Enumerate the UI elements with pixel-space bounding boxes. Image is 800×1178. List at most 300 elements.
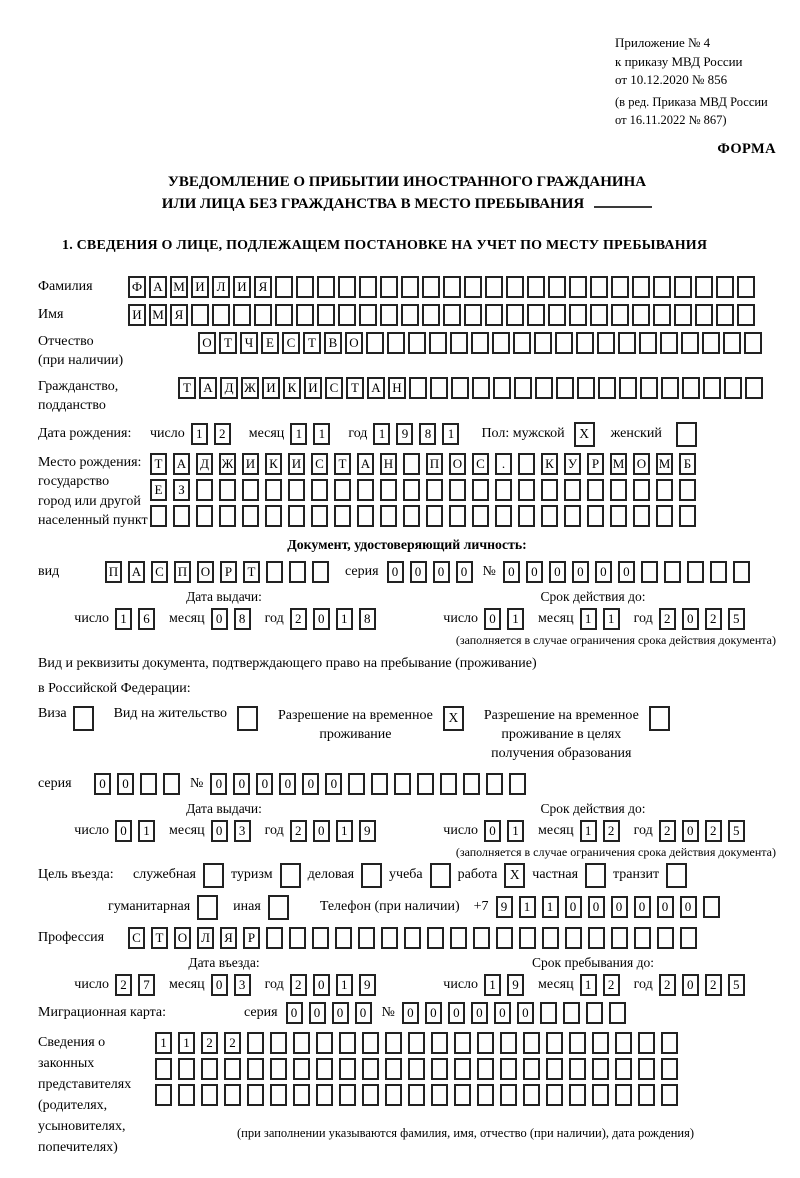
char-box[interactable]: 0 bbox=[402, 1002, 419, 1024]
char-box[interactable] bbox=[401, 276, 419, 298]
char-box[interactable]: 1 bbox=[603, 608, 620, 630]
char-box[interactable] bbox=[660, 332, 678, 354]
char-box[interactable] bbox=[641, 561, 658, 583]
char-box[interactable]: А bbox=[149, 276, 167, 298]
char-box[interactable] bbox=[477, 1032, 494, 1054]
char-box[interactable]: 0 bbox=[313, 974, 330, 996]
char-box[interactable]: С bbox=[325, 377, 343, 399]
char-box[interactable] bbox=[564, 505, 581, 527]
char-box[interactable] bbox=[163, 773, 180, 795]
char-box[interactable]: 1 bbox=[290, 423, 307, 445]
char-box[interactable] bbox=[385, 1032, 402, 1054]
char-box[interactable] bbox=[661, 1058, 678, 1080]
char-box[interactable] bbox=[679, 505, 696, 527]
char-box[interactable]: С bbox=[282, 332, 300, 354]
char-box[interactable] bbox=[358, 927, 375, 949]
char-box[interactable] bbox=[338, 276, 356, 298]
char-box[interactable] bbox=[588, 927, 605, 949]
char-box[interactable] bbox=[464, 304, 482, 326]
char-box[interactable] bbox=[695, 304, 713, 326]
char-box[interactable]: 0 bbox=[448, 1002, 465, 1024]
char-box[interactable] bbox=[695, 276, 713, 298]
char-box[interactable]: А bbox=[357, 453, 374, 475]
char-box[interactable] bbox=[463, 773, 480, 795]
char-box[interactable] bbox=[745, 377, 763, 399]
char-box[interactable]: Р bbox=[220, 561, 237, 583]
char-box[interactable] bbox=[224, 1058, 241, 1080]
char-box[interactable] bbox=[155, 1084, 172, 1106]
char-box[interactable]: З bbox=[173, 479, 190, 501]
char-box[interactable] bbox=[334, 479, 351, 501]
char-box[interactable] bbox=[265, 479, 282, 501]
char-box[interactable] bbox=[587, 479, 604, 501]
char-box[interactable] bbox=[381, 927, 398, 949]
char-box[interactable]: 0 bbox=[433, 561, 450, 583]
char-box[interactable]: А bbox=[199, 377, 217, 399]
char-box[interactable]: Д bbox=[220, 377, 238, 399]
char-box[interactable]: 0 bbox=[657, 896, 674, 918]
char-box[interactable]: 3 bbox=[234, 820, 251, 842]
char-box[interactable]: В bbox=[324, 332, 342, 354]
char-box[interactable] bbox=[450, 927, 467, 949]
char-box[interactable] bbox=[513, 332, 531, 354]
char-box[interactable] bbox=[427, 927, 444, 949]
char-box[interactable] bbox=[723, 332, 741, 354]
char-box[interactable] bbox=[495, 505, 512, 527]
char-box[interactable] bbox=[493, 377, 511, 399]
char-box[interactable] bbox=[380, 505, 397, 527]
char-box[interactable]: С bbox=[311, 453, 328, 475]
char-box[interactable]: Т bbox=[346, 377, 364, 399]
char-box[interactable]: 0 bbox=[634, 896, 651, 918]
char-box[interactable]: Т bbox=[178, 377, 196, 399]
char-box[interactable]: Я bbox=[170, 304, 188, 326]
char-box[interactable] bbox=[196, 479, 213, 501]
char-box[interactable] bbox=[201, 1058, 218, 1080]
purpose-official-checkbox[interactable] bbox=[203, 863, 224, 888]
char-box[interactable]: 0 bbox=[595, 561, 612, 583]
char-box[interactable] bbox=[496, 927, 513, 949]
char-box[interactable]: О bbox=[174, 927, 191, 949]
char-box[interactable] bbox=[495, 479, 512, 501]
char-box[interactable]: 0 bbox=[211, 974, 228, 996]
char-box[interactable]: 0 bbox=[211, 820, 228, 842]
char-box[interactable] bbox=[639, 332, 657, 354]
char-box[interactable]: М bbox=[149, 304, 167, 326]
char-box[interactable] bbox=[576, 332, 594, 354]
char-box[interactable] bbox=[619, 377, 637, 399]
char-box[interactable]: 0 bbox=[309, 1002, 326, 1024]
char-box[interactable] bbox=[506, 276, 524, 298]
char-box[interactable] bbox=[242, 479, 259, 501]
char-box[interactable] bbox=[518, 479, 535, 501]
char-box[interactable] bbox=[527, 304, 545, 326]
char-box[interactable]: 1 bbox=[336, 608, 353, 630]
visa-checkbox[interactable] bbox=[73, 706, 94, 731]
char-box[interactable] bbox=[615, 1084, 632, 1106]
char-box[interactable] bbox=[556, 377, 574, 399]
char-box[interactable]: 0 bbox=[588, 896, 605, 918]
char-box[interactable] bbox=[338, 304, 356, 326]
char-box[interactable]: М bbox=[170, 276, 188, 298]
char-box[interactable] bbox=[339, 1058, 356, 1080]
char-box[interactable] bbox=[454, 1058, 471, 1080]
char-box[interactable] bbox=[289, 927, 306, 949]
char-box[interactable] bbox=[615, 1032, 632, 1054]
char-box[interactable] bbox=[548, 276, 566, 298]
char-box[interactable]: Ф bbox=[128, 276, 146, 298]
char-box[interactable] bbox=[586, 1002, 603, 1024]
char-box[interactable] bbox=[569, 1058, 586, 1080]
char-box[interactable] bbox=[316, 1032, 333, 1054]
char-box[interactable] bbox=[638, 1032, 655, 1054]
char-box[interactable] bbox=[687, 561, 704, 583]
char-box[interactable]: 0 bbox=[618, 561, 635, 583]
male-checkbox[interactable]: X bbox=[574, 422, 595, 447]
char-box[interactable]: И bbox=[304, 377, 322, 399]
char-box[interactable]: 0 bbox=[456, 561, 473, 583]
char-box[interactable] bbox=[403, 505, 420, 527]
char-box[interactable] bbox=[640, 377, 658, 399]
char-box[interactable] bbox=[546, 1058, 563, 1080]
char-box[interactable] bbox=[408, 1058, 425, 1080]
char-box[interactable] bbox=[254, 304, 272, 326]
char-box[interactable]: 0 bbox=[233, 773, 250, 795]
char-box[interactable] bbox=[710, 561, 727, 583]
char-box[interactable] bbox=[506, 304, 524, 326]
char-box[interactable] bbox=[477, 1058, 494, 1080]
char-box[interactable]: 9 bbox=[359, 820, 376, 842]
char-box[interactable]: 2 bbox=[705, 974, 722, 996]
char-box[interactable]: 2 bbox=[705, 608, 722, 630]
char-box[interactable]: 1 bbox=[484, 974, 501, 996]
char-box[interactable]: И bbox=[233, 276, 251, 298]
char-box[interactable] bbox=[247, 1058, 264, 1080]
char-box[interactable] bbox=[633, 479, 650, 501]
char-box[interactable] bbox=[293, 1032, 310, 1054]
char-box[interactable] bbox=[403, 453, 420, 475]
char-box[interactable] bbox=[224, 1084, 241, 1106]
char-box[interactable]: 2 bbox=[290, 608, 307, 630]
char-box[interactable]: 8 bbox=[359, 608, 376, 630]
char-box[interactable]: О bbox=[449, 453, 466, 475]
char-box[interactable] bbox=[429, 332, 447, 354]
char-box[interactable]: 0 bbox=[313, 608, 330, 630]
char-box[interactable] bbox=[270, 1058, 287, 1080]
purpose-private-checkbox[interactable] bbox=[585, 863, 606, 888]
char-box[interactable]: 5 bbox=[728, 974, 745, 996]
char-box[interactable] bbox=[611, 927, 628, 949]
char-box[interactable]: 8 bbox=[419, 423, 436, 445]
char-box[interactable] bbox=[311, 505, 328, 527]
char-box[interactable] bbox=[288, 505, 305, 527]
char-box[interactable]: А bbox=[367, 377, 385, 399]
char-box[interactable]: Д bbox=[196, 453, 213, 475]
char-box[interactable] bbox=[577, 377, 595, 399]
char-box[interactable]: 1 bbox=[580, 974, 597, 996]
char-box[interactable]: 0 bbox=[682, 974, 699, 996]
char-box[interactable]: 0 bbox=[682, 608, 699, 630]
char-box[interactable] bbox=[409, 377, 427, 399]
char-box[interactable]: Т bbox=[243, 561, 260, 583]
char-box[interactable] bbox=[212, 304, 230, 326]
char-box[interactable] bbox=[541, 479, 558, 501]
char-box[interactable]: Т bbox=[303, 332, 321, 354]
char-box[interactable] bbox=[477, 1084, 494, 1106]
char-box[interactable]: 9 bbox=[359, 974, 376, 996]
char-box[interactable] bbox=[451, 377, 469, 399]
char-box[interactable]: 0 bbox=[286, 1002, 303, 1024]
char-box[interactable] bbox=[173, 505, 190, 527]
char-box[interactable] bbox=[563, 1002, 580, 1024]
char-box[interactable]: П bbox=[174, 561, 191, 583]
char-box[interactable]: 0 bbox=[387, 561, 404, 583]
char-box[interactable]: С bbox=[472, 453, 489, 475]
char-box[interactable] bbox=[500, 1084, 517, 1106]
char-box[interactable] bbox=[296, 276, 314, 298]
char-box[interactable]: Е bbox=[150, 479, 167, 501]
char-box[interactable] bbox=[471, 332, 489, 354]
char-box[interactable]: 1 bbox=[373, 423, 390, 445]
char-box[interactable] bbox=[592, 1084, 609, 1106]
char-box[interactable] bbox=[362, 1084, 379, 1106]
char-box[interactable] bbox=[518, 453, 535, 475]
char-box[interactable]: И bbox=[288, 453, 305, 475]
char-box[interactable]: 2 bbox=[603, 974, 620, 996]
char-box[interactable] bbox=[656, 505, 673, 527]
purpose-humanitarian-checkbox[interactable] bbox=[197, 895, 218, 920]
char-box[interactable]: П bbox=[426, 453, 443, 475]
char-box[interactable] bbox=[633, 505, 650, 527]
char-box[interactable] bbox=[737, 304, 755, 326]
char-box[interactable]: 0 bbox=[494, 1002, 511, 1024]
char-box[interactable] bbox=[546, 1032, 563, 1054]
char-box[interactable] bbox=[485, 276, 503, 298]
char-box[interactable]: Ж bbox=[219, 453, 236, 475]
char-box[interactable] bbox=[555, 332, 573, 354]
char-box[interactable] bbox=[618, 332, 636, 354]
char-box[interactable]: 0 bbox=[549, 561, 566, 583]
char-box[interactable] bbox=[155, 1058, 172, 1080]
char-box[interactable] bbox=[485, 304, 503, 326]
char-box[interactable] bbox=[523, 1058, 540, 1080]
char-box[interactable] bbox=[357, 479, 374, 501]
char-box[interactable] bbox=[592, 1032, 609, 1054]
char-box[interactable]: 1 bbox=[580, 608, 597, 630]
char-box[interactable] bbox=[610, 479, 627, 501]
char-box[interactable] bbox=[339, 1032, 356, 1054]
char-box[interactable] bbox=[653, 304, 671, 326]
char-box[interactable]: 5 bbox=[728, 608, 745, 630]
char-box[interactable] bbox=[387, 332, 405, 354]
char-box[interactable] bbox=[403, 479, 420, 501]
char-box[interactable] bbox=[178, 1058, 195, 1080]
char-box[interactable]: 0 bbox=[517, 1002, 534, 1024]
char-box[interactable] bbox=[191, 304, 209, 326]
char-box[interactable] bbox=[569, 1084, 586, 1106]
char-box[interactable]: 1 bbox=[336, 974, 353, 996]
char-box[interactable] bbox=[385, 1084, 402, 1106]
char-box[interactable] bbox=[362, 1032, 379, 1054]
char-box[interactable]: 6 bbox=[138, 608, 155, 630]
char-box[interactable]: 1 bbox=[138, 820, 155, 842]
char-box[interactable] bbox=[565, 927, 582, 949]
temp-education-checkbox[interactable] bbox=[649, 706, 670, 731]
char-box[interactable]: И bbox=[191, 276, 209, 298]
char-box[interactable] bbox=[366, 332, 384, 354]
char-box[interactable]: С bbox=[151, 561, 168, 583]
char-box[interactable] bbox=[293, 1084, 310, 1106]
char-box[interactable] bbox=[661, 1084, 678, 1106]
char-box[interactable] bbox=[219, 505, 236, 527]
char-box[interactable]: Т bbox=[219, 332, 237, 354]
char-box[interactable]: 0 bbox=[94, 773, 111, 795]
char-box[interactable] bbox=[339, 1084, 356, 1106]
char-box[interactable] bbox=[317, 276, 335, 298]
char-box[interactable] bbox=[422, 276, 440, 298]
char-box[interactable]: 0 bbox=[325, 773, 342, 795]
char-box[interactable]: К bbox=[283, 377, 301, 399]
char-box[interactable]: Т bbox=[334, 453, 351, 475]
char-box[interactable]: М bbox=[656, 453, 673, 475]
char-box[interactable]: Н bbox=[388, 377, 406, 399]
char-box[interactable] bbox=[362, 1058, 379, 1080]
char-box[interactable]: Т bbox=[151, 927, 168, 949]
char-box[interactable] bbox=[679, 479, 696, 501]
char-box[interactable]: О bbox=[345, 332, 363, 354]
char-box[interactable]: 0 bbox=[210, 773, 227, 795]
char-box[interactable] bbox=[703, 377, 721, 399]
char-box[interactable] bbox=[597, 332, 615, 354]
char-box[interactable]: Р bbox=[587, 453, 604, 475]
char-box[interactable]: 0 bbox=[410, 561, 427, 583]
char-box[interactable] bbox=[473, 927, 490, 949]
char-box[interactable]: С bbox=[128, 927, 145, 949]
char-box[interactable] bbox=[417, 773, 434, 795]
char-box[interactable]: Я bbox=[254, 276, 272, 298]
char-box[interactable] bbox=[394, 773, 411, 795]
char-box[interactable] bbox=[472, 377, 490, 399]
char-box[interactable]: 2 bbox=[290, 820, 307, 842]
char-box[interactable]: 1 bbox=[155, 1032, 172, 1054]
char-box[interactable]: 1 bbox=[580, 820, 597, 842]
char-box[interactable]: П bbox=[105, 561, 122, 583]
char-box[interactable] bbox=[296, 304, 314, 326]
char-box[interactable] bbox=[265, 505, 282, 527]
char-box[interactable] bbox=[431, 1032, 448, 1054]
char-box[interactable]: У bbox=[564, 453, 581, 475]
char-box[interactable] bbox=[401, 304, 419, 326]
char-box[interactable]: 2 bbox=[115, 974, 132, 996]
char-box[interactable] bbox=[702, 332, 720, 354]
char-box[interactable]: Ж bbox=[241, 377, 259, 399]
char-box[interactable] bbox=[472, 505, 489, 527]
char-box[interactable] bbox=[534, 332, 552, 354]
char-box[interactable] bbox=[408, 332, 426, 354]
char-box[interactable] bbox=[632, 276, 650, 298]
char-box[interactable]: 0 bbox=[565, 896, 582, 918]
char-box[interactable] bbox=[431, 1084, 448, 1106]
char-box[interactable] bbox=[744, 332, 762, 354]
char-box[interactable] bbox=[426, 505, 443, 527]
char-box[interactable] bbox=[380, 479, 397, 501]
char-box[interactable] bbox=[523, 1084, 540, 1106]
char-box[interactable] bbox=[247, 1084, 264, 1106]
char-box[interactable] bbox=[486, 773, 503, 795]
char-box[interactable] bbox=[541, 505, 558, 527]
char-box[interactable] bbox=[611, 276, 629, 298]
char-box[interactable]: И bbox=[242, 453, 259, 475]
char-box[interactable] bbox=[266, 927, 283, 949]
char-box[interactable]: 0 bbox=[471, 1002, 488, 1024]
char-box[interactable] bbox=[443, 276, 461, 298]
char-box[interactable] bbox=[219, 479, 236, 501]
char-box[interactable] bbox=[514, 377, 532, 399]
char-box[interactable] bbox=[311, 479, 328, 501]
char-box[interactable] bbox=[289, 561, 306, 583]
char-box[interactable] bbox=[359, 276, 377, 298]
char-box[interactable] bbox=[404, 927, 421, 949]
char-box[interactable]: 0 bbox=[279, 773, 296, 795]
char-box[interactable] bbox=[657, 927, 674, 949]
char-box[interactable]: 2 bbox=[705, 820, 722, 842]
char-box[interactable] bbox=[500, 1058, 517, 1080]
char-box[interactable]: 0 bbox=[332, 1002, 349, 1024]
char-box[interactable] bbox=[449, 479, 466, 501]
char-box[interactable]: 0 bbox=[484, 608, 501, 630]
char-box[interactable] bbox=[661, 377, 679, 399]
char-box[interactable]: И bbox=[262, 377, 280, 399]
char-box[interactable] bbox=[233, 304, 251, 326]
char-box[interactable] bbox=[312, 561, 329, 583]
char-box[interactable]: 1 bbox=[507, 608, 524, 630]
char-box[interactable] bbox=[270, 1032, 287, 1054]
char-box[interactable] bbox=[359, 304, 377, 326]
char-box[interactable]: 2 bbox=[290, 974, 307, 996]
char-box[interactable] bbox=[634, 927, 651, 949]
char-box[interactable]: Н bbox=[380, 453, 397, 475]
char-box[interactable] bbox=[540, 1002, 557, 1024]
char-box[interactable] bbox=[587, 505, 604, 527]
temp-residence-checkbox[interactable]: X bbox=[443, 706, 464, 731]
char-box[interactable]: 0 bbox=[211, 608, 228, 630]
char-box[interactable] bbox=[357, 505, 374, 527]
char-box[interactable] bbox=[293, 1058, 310, 1080]
char-box[interactable] bbox=[275, 276, 293, 298]
char-box[interactable]: А bbox=[173, 453, 190, 475]
char-box[interactable] bbox=[500, 1032, 517, 1054]
char-box[interactable] bbox=[737, 276, 755, 298]
char-box[interactable]: 0 bbox=[425, 1002, 442, 1024]
char-box[interactable]: 5 bbox=[728, 820, 745, 842]
char-box[interactable] bbox=[335, 927, 352, 949]
char-box[interactable] bbox=[430, 377, 448, 399]
char-box[interactable] bbox=[454, 1084, 471, 1106]
char-box[interactable] bbox=[682, 377, 700, 399]
char-box[interactable] bbox=[312, 927, 329, 949]
char-box[interactable] bbox=[653, 276, 671, 298]
residence-permit-checkbox[interactable] bbox=[237, 706, 258, 731]
char-box[interactable]: 9 bbox=[507, 974, 524, 996]
char-box[interactable]: 0 bbox=[680, 896, 697, 918]
char-box[interactable]: 2 bbox=[201, 1032, 218, 1054]
char-box[interactable] bbox=[664, 561, 681, 583]
char-box[interactable] bbox=[674, 304, 692, 326]
char-box[interactable]: К bbox=[541, 453, 558, 475]
char-box[interactable] bbox=[431, 1058, 448, 1080]
char-box[interactable] bbox=[275, 304, 293, 326]
char-box[interactable] bbox=[611, 304, 629, 326]
